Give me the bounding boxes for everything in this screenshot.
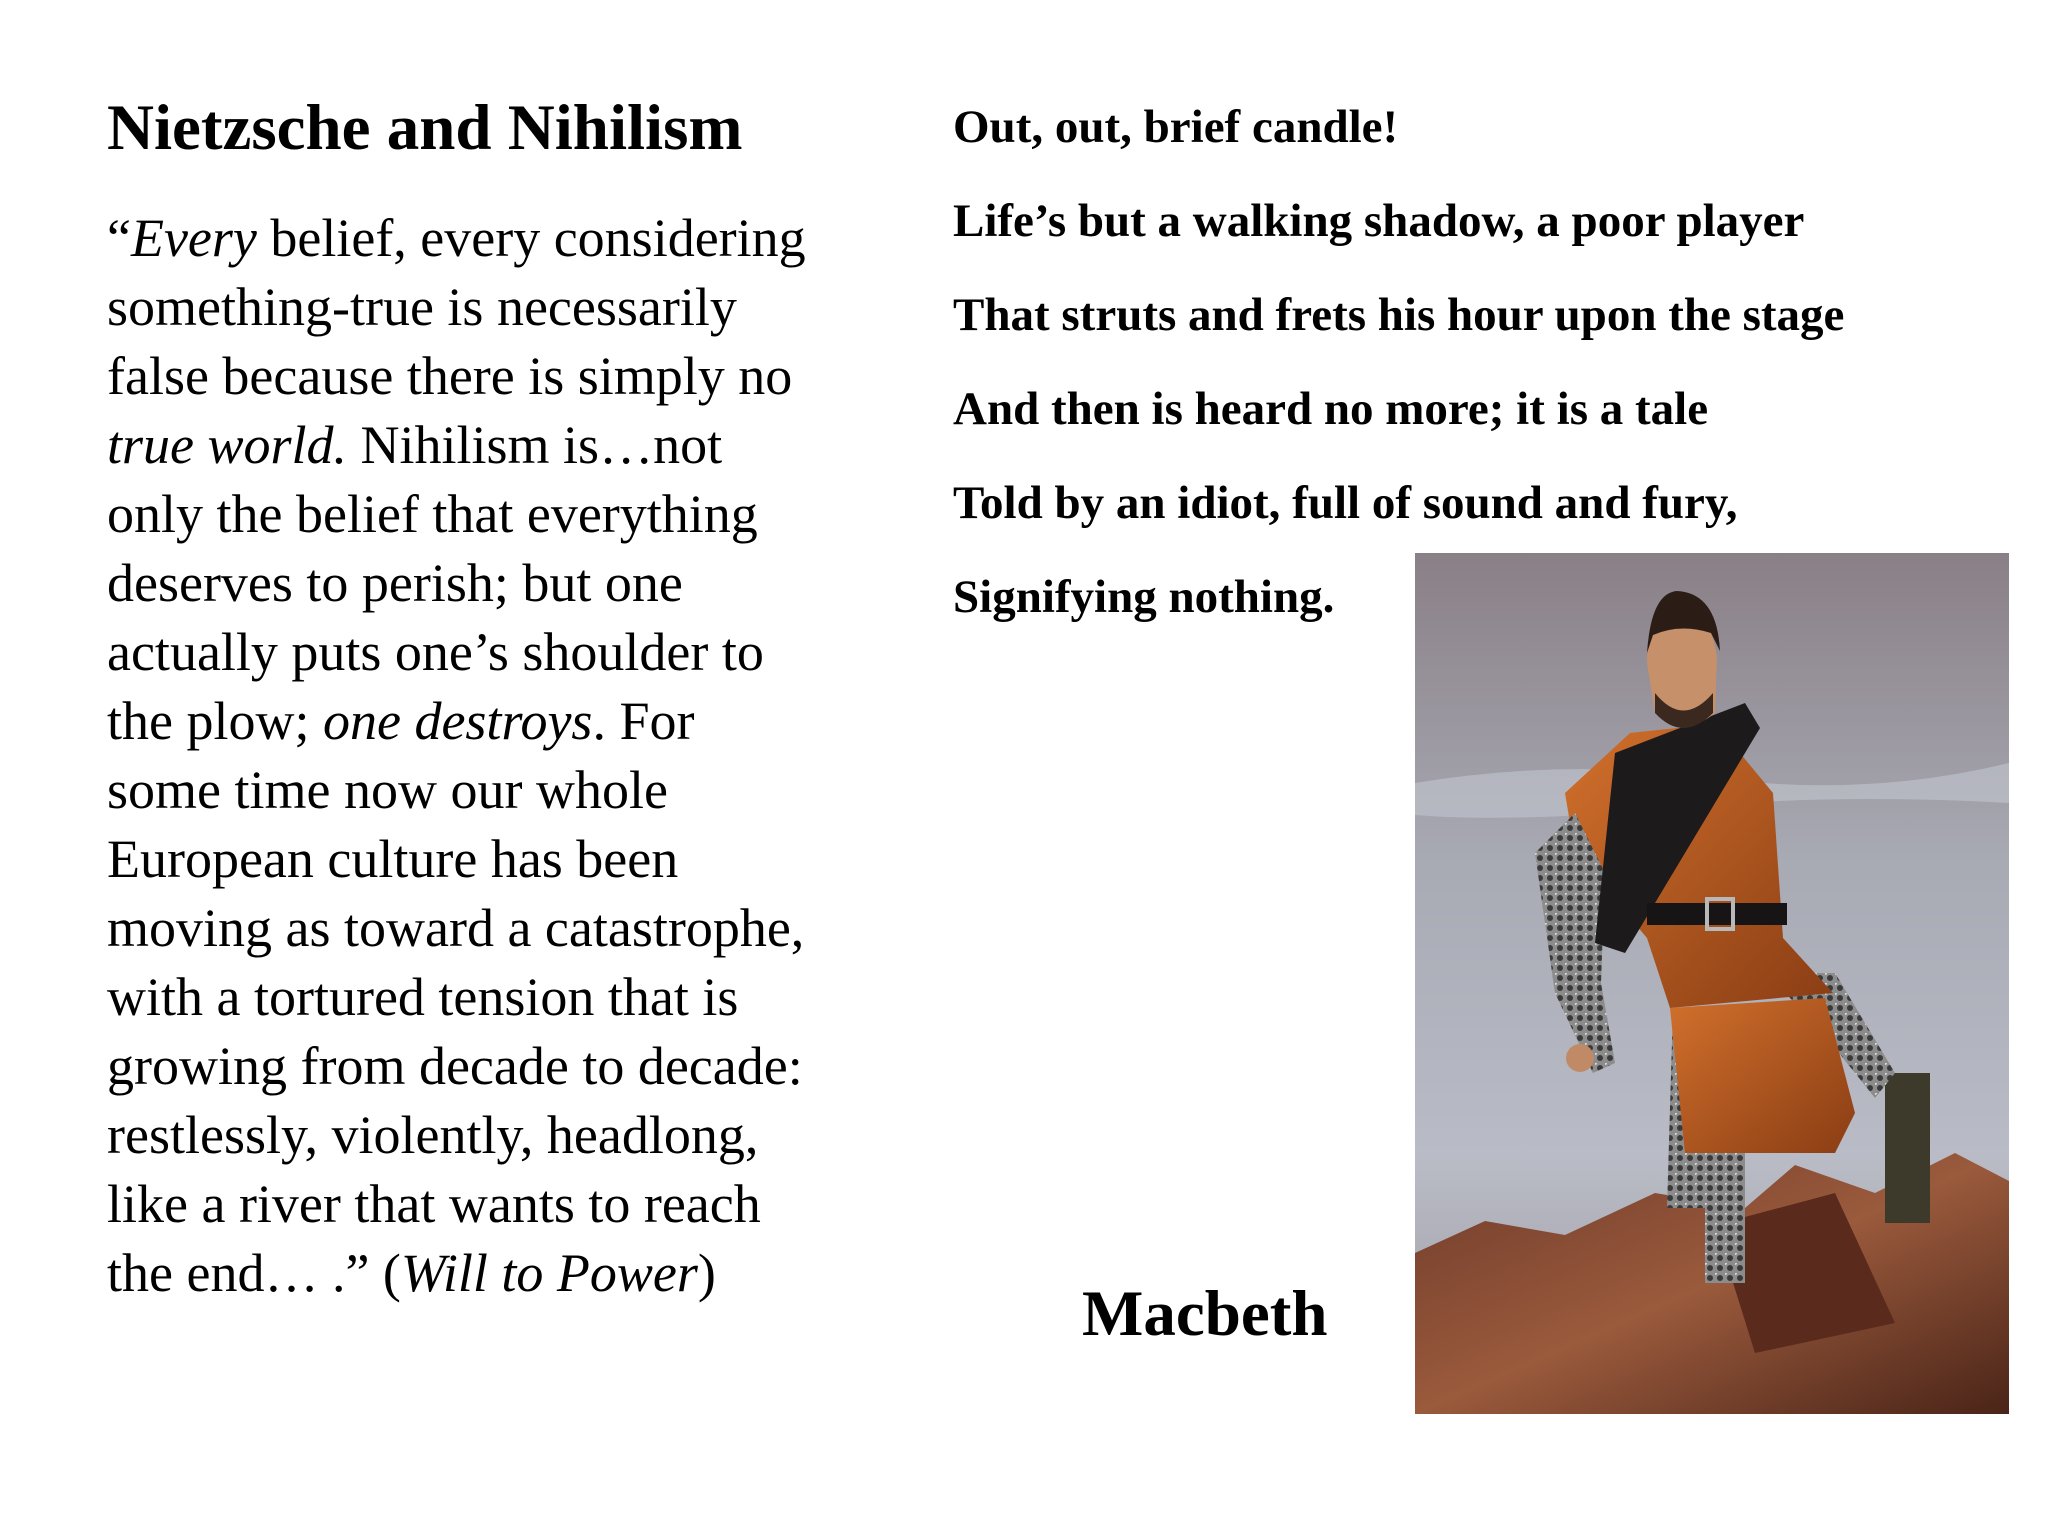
poem-line: Life’s but a walking shadow, a poor player	[953, 195, 1805, 247]
quote-text: false because there is simply no	[107, 346, 793, 406]
quote-line	[107, 963, 887, 1032]
slide-title: Nietzsche and Nihilism	[107, 92, 743, 164]
quote-emphasis: one destroys	[322, 691, 593, 751]
nietzsche-quote	[107, 204, 887, 1308]
macbeth-photo	[1415, 553, 2009, 1414]
quote-emphasis: true world.	[107, 415, 348, 475]
poem-line: That struts and frets his hour upon the stage	[953, 289, 1845, 341]
quote-line	[107, 618, 887, 687]
quote-line	[107, 825, 887, 894]
quote-text: only the belief that everything	[107, 484, 758, 544]
quote-text: like a river that wants to reach	[107, 1174, 761, 1234]
quote-text: restlessly, violently, headlong,	[107, 1105, 759, 1165]
poem-line: And then is heard no more; it is a tale	[953, 383, 1709, 435]
quote-text: something-true is necessarily	[107, 277, 737, 337]
quote-emphasis: Will to Power	[400, 1243, 698, 1303]
quote-text: “	[107, 208, 131, 268]
quote-line	[107, 549, 887, 618]
quote-line	[107, 1032, 887, 1101]
poem-line: Told by an idiot, full of sound and fury,	[953, 477, 1738, 529]
quote-text: . For	[592, 691, 695, 751]
quote-emphasis: Every	[130, 208, 257, 268]
image-caption: Macbeth	[1082, 1278, 1328, 1350]
quote-text: belief, every considering	[256, 208, 806, 268]
quote-line	[107, 894, 887, 963]
quote-line	[107, 756, 887, 825]
quote-text: the plow;	[107, 691, 323, 751]
poem-line: Out, out, brief candle!	[953, 101, 1399, 153]
quote-text: deserves to perish; but one	[107, 553, 683, 613]
quote-line	[107, 687, 887, 756]
quote-text: growing from decade to decade:	[107, 1036, 803, 1096]
quote-text: European culture has been	[107, 829, 679, 889]
quote-line	[107, 1239, 887, 1308]
quote-line	[107, 204, 887, 273]
quote-line	[107, 273, 887, 342]
quote-text: some time now our whole	[107, 760, 668, 820]
quote-line	[107, 342, 887, 411]
quote-text: Nihilism is…not	[347, 415, 723, 475]
quote-line	[107, 1170, 887, 1239]
quote-line	[107, 411, 887, 480]
quote-text: with a tortured tension that is	[107, 967, 739, 1027]
quote-text: actually puts one’s shoulder to	[107, 622, 764, 682]
quote-line	[107, 480, 887, 549]
quote-text: the end… .” (	[107, 1243, 401, 1303]
quote-line	[107, 1101, 887, 1170]
poem-line: Signifying nothing.	[953, 571, 1335, 623]
quote-text: moving as toward a catastrophe,	[107, 898, 805, 958]
quote-text: )	[697, 1243, 716, 1303]
